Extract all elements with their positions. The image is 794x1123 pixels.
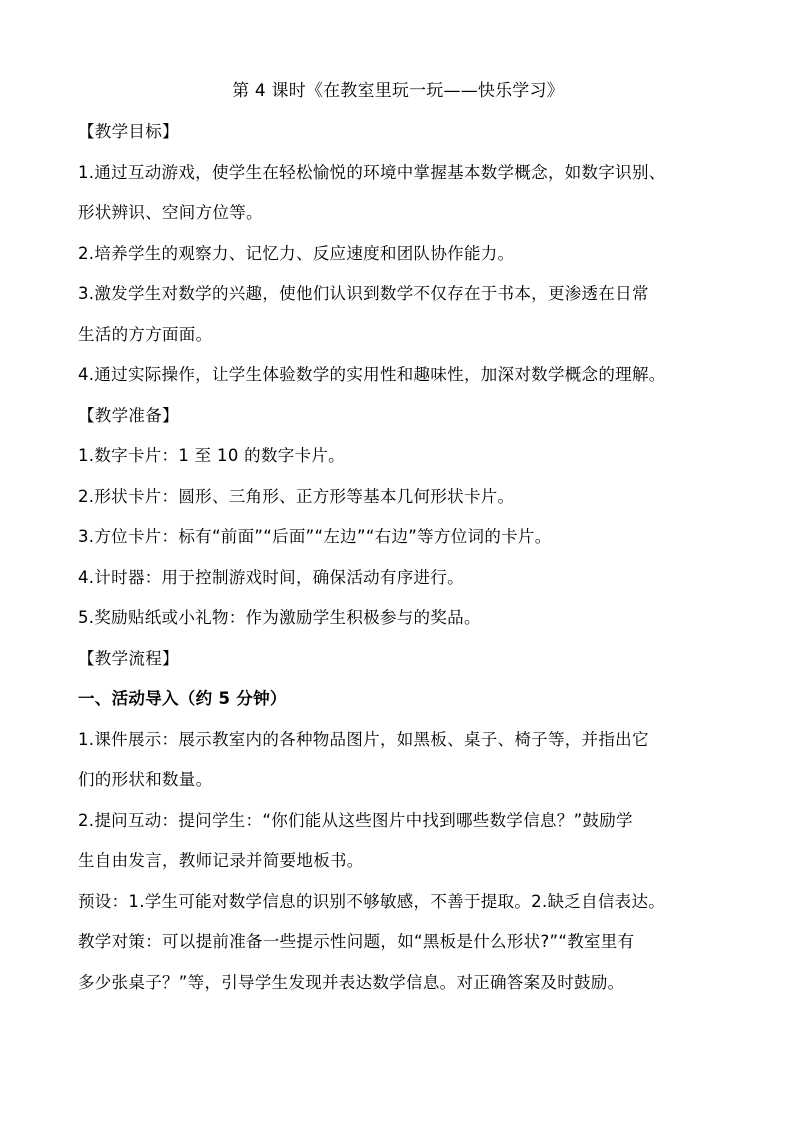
document-page bbox=[78, 76, 718, 1003]
prep-line-3: 3.方位卡片：标有“前面”“后面”“左边”“右边”等方位词的卡片。 bbox=[78, 527, 552, 546]
flow-line-4: 生自由发言，教师记录并简要地板书。 bbox=[78, 851, 364, 870]
goal-line-5: 生活的方方面面。 bbox=[78, 324, 213, 344]
flow-line-2: 们的形状和数量。 bbox=[78, 770, 213, 789]
goal-line-4: 3.激发学生对数学的兴趣，使他们认识到数学不仅存在于书本，更渗透在日常 bbox=[78, 284, 649, 303]
flow-line-6: 教学对策：可以提前准备一些提示性问题，如“黑板是什么形状?”“教室里有 bbox=[78, 932, 635, 951]
section-header-goals: 【教学目标】 bbox=[78, 122, 179, 141]
flow-part1-title: 一、活动导入（约 5 分钟） bbox=[78, 689, 287, 708]
flow-line-1: 1.课件展示：展示教室内的各种物品图片，如黑板、桌子、椅子等，并指出它 bbox=[78, 729, 649, 749]
goal-line-6: 4.通过实际操作，让学生体验数学的实用性和趣味性，加深对数学概念的理解。 bbox=[78, 365, 666, 384]
prep-line-4: 4.计时器：用于控制游戏时间，确保活动有序进行。 bbox=[78, 567, 464, 587]
flow-line-3: 2.提问互动：提问学生：“你们能从这些图片中找到哪些数学信息？”鼓励学 bbox=[78, 810, 633, 830]
prep-line-5: 5.奖励贴纸或小礼物：作为激励学生积极参与的奖品。 bbox=[78, 608, 481, 627]
flow-line-5: 预设：1.学生可能对数学信息的识别不够敏感，不善于提取。2.缺乏自信表达。 bbox=[78, 891, 666, 911]
section-header-prep: 【教学准备】 bbox=[78, 405, 179, 425]
page-title: 第 4 课时《在教室里玩一玩——快乐学习》 bbox=[232, 81, 564, 101]
section-header-flow: 【教学流程】 bbox=[78, 648, 179, 668]
prep-line-1: 1.数字卡片：1 至 10 的数字卡片。 bbox=[78, 446, 345, 465]
flow-line-7: 多少张桌子？”等，引导学生发现并表达数学信息。对正确答案及时鼓励。 bbox=[78, 972, 625, 992]
goal-line-1: 1.通过互动游戏，使学生在轻松愉悦的环境中掌握基本数学概念，如数字识别、 bbox=[78, 162, 666, 182]
goal-line-2: 形状辨识、空间方位等。 bbox=[78, 203, 263, 222]
goal-line-3: 2.培养学生的观察力、记忆力、反应速度和团队协作能力。 bbox=[78, 243, 515, 263]
prep-line-2: 2.形状卡片：圆形、三角形、正方形等基本几何形状卡片。 bbox=[78, 486, 515, 506]
